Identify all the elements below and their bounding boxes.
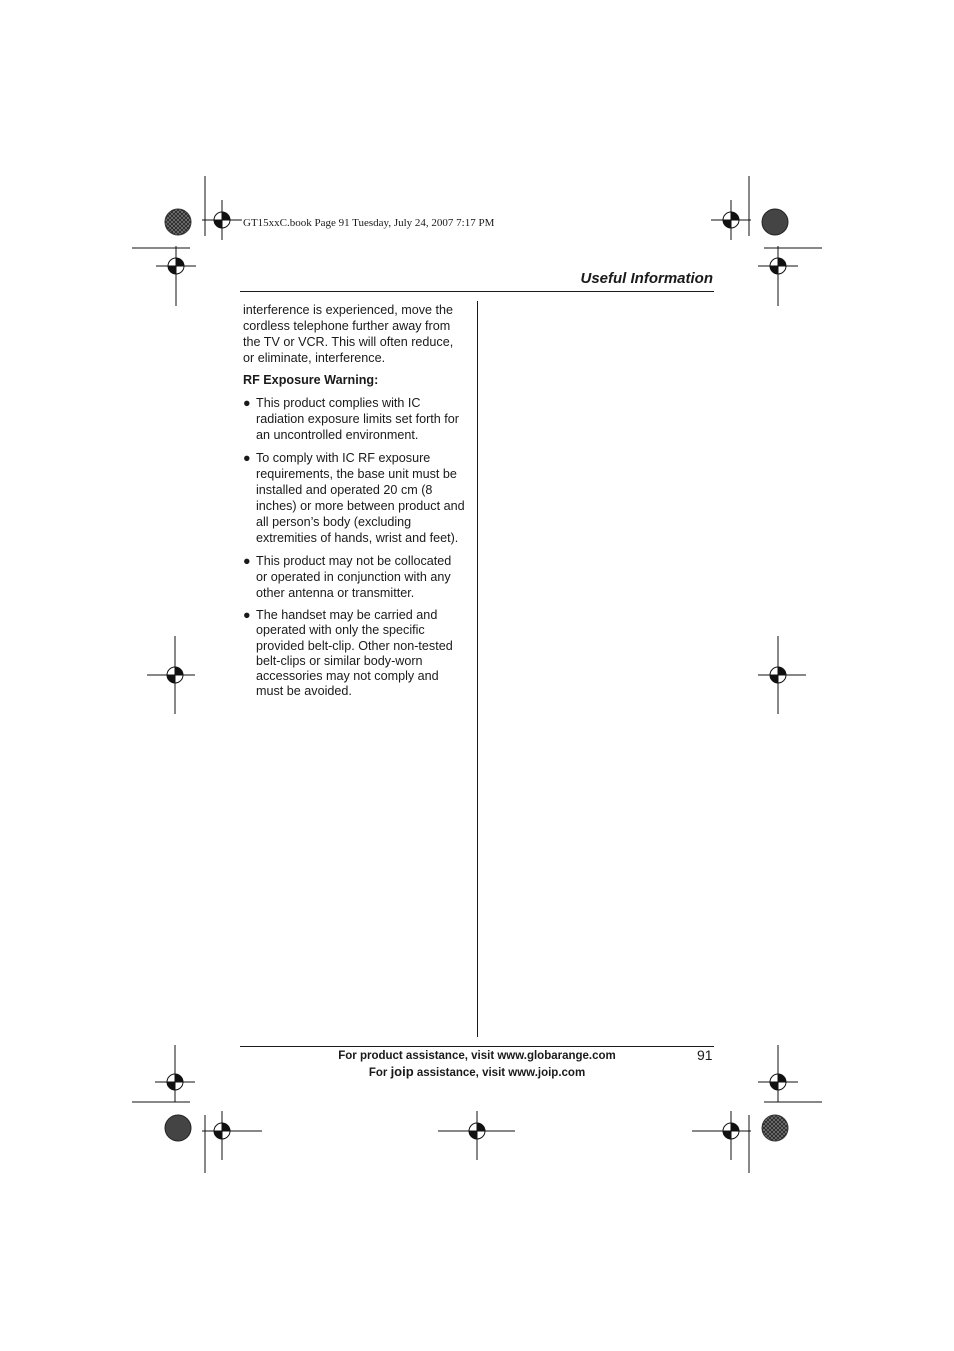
bullet-text: This product may not be collocated or operated in conjunction with any other antenna or transmitter. — [256, 554, 452, 600]
registration-mark-icon — [202, 200, 242, 240]
bullet-icon: ● — [243, 554, 251, 568]
bullet-text: This product complies with IC radiation exposure limits set forth for an uncontrolled environment. — [256, 396, 459, 442]
registration-mark-icon — [711, 200, 751, 240]
section-title: Useful Information — [580, 270, 713, 287]
footer-assistance — [330, 1048, 624, 1081]
bullet-icon: ● — [243, 608, 251, 622]
rf-exposure-heading: RF Exposure Warning: — [243, 373, 379, 387]
footer-suffix: assistance, visit www.joip.com — [413, 1067, 586, 1079]
page-number: 91 — [697, 1047, 713, 1063]
list-item — [243, 608, 465, 700]
list-item — [243, 553, 465, 601]
footer-line-joip — [330, 1064, 624, 1081]
color-target-icon — [165, 209, 191, 235]
color-target-icon — [762, 1115, 788, 1141]
left-column — [243, 302, 465, 707]
header-rule — [240, 291, 714, 292]
joip-brand: joip — [390, 1064, 414, 1079]
column-divider — [477, 301, 478, 1037]
bullet-text: The handset may be carried and operated with only the specific provided belt-clip. Other non-tested belt-clips or similar body-worn accessories may not comply and must be avoided. — [256, 608, 453, 699]
footer-line-product: For product assistance, visit www.globarange.com — [338, 1050, 616, 1062]
footer-rule — [240, 1046, 714, 1047]
footer-prefix: For — [368, 1067, 391, 1079]
list-item — [243, 450, 465, 546]
book-info-header: GT15xxC.book Page 91 Tuesday, July 24, 2007 7:17 PM — [243, 217, 495, 229]
bullet-text: To comply with IC RF exposure requirements, the base unit must be installed and operated 20 cm (8 inches) or more between product and all person’s body (excluding extremities of hands, wrist and feet). — [256, 451, 465, 545]
list-item — [243, 395, 465, 443]
intro-paragraph: interference is experienced, move the cordless telephone further away from the TV or VCR. This will often reduce, or eliminate, interference. — [243, 303, 454, 365]
color-target-icon — [165, 1115, 191, 1141]
color-target-icon — [762, 209, 788, 235]
bullet-icon: ● — [243, 396, 251, 410]
bullet-icon: ● — [243, 451, 251, 465]
